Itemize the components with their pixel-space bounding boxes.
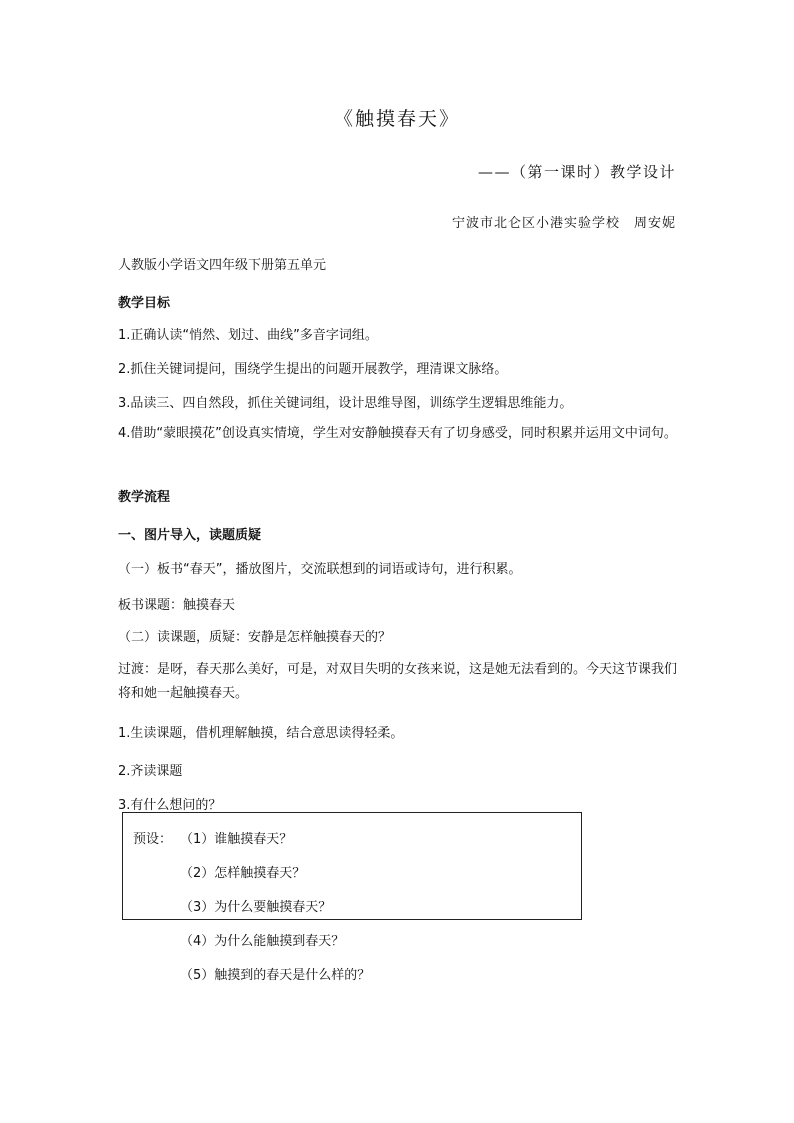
preset-item: （4）为什么能触摸到春天？: [180, 934, 345, 949]
author-line: 宁波市北仑区小港实验学校 周安妮: [451, 216, 676, 231]
preset-item: （5）触摸到的春天是什么样的？: [180, 968, 371, 983]
preset-label: 预设：: [133, 832, 173, 847]
board-title: 板书课题：触摸春天: [118, 598, 236, 613]
textbook-info: 人教版小学语文四年级下册第五单元: [118, 258, 327, 273]
objective-item: 2.抓住关键词提问，围绕学生提出的问题开展教学，理清课文脉络。: [118, 362, 508, 377]
process-heading: 教学流程: [118, 490, 171, 505]
sub-step-three: 3.有什么想问的？: [118, 798, 222, 813]
sub-step-one: 1.生读课题，借机理解触摸，结合意思读得轻柔。: [118, 726, 404, 741]
objective-item: 1.正确认读“悄然、划过、曲线”多音字词组。: [118, 328, 378, 343]
step-two: （二）读课题，质疑：安静是怎样触摸春天的？: [118, 630, 392, 645]
section-heading: 一、图片导入，读题质疑: [118, 528, 262, 543]
transition-text: 过渡：是呀，春天那么美好，可是，对双目失明的女孩来说，这是她无法看到的。今天这节课我们将和她一起触摸春天。: [118, 662, 678, 701]
objective-item: 4.借助“蒙眼摸花”创设真实情境，学生对安静触摸春天有了切身感受，同时积累并运用文中词句。: [118, 426, 677, 441]
document-subtitle: ——（第一课时）教学设计: [477, 163, 676, 181]
sub-step-two: 2.齐读课题: [118, 764, 183, 779]
document-title: 《触摸春天》: [333, 108, 460, 130]
preset-item: （2）怎样触摸春天？: [180, 866, 306, 881]
preset-item: （1）谁触摸春天？: [180, 832, 293, 847]
preset-item: （3）为什么要触摸春天？: [180, 900, 332, 915]
objective-item: 3.品读三、四自然段，抓住关键词组，设计思维导图，训练学生逻辑思维能力。: [118, 396, 573, 411]
step-one: （一）板书“春天”，播放图片，交流联想到的词语或诗句，进行积累。: [118, 562, 522, 577]
objectives-heading: 教学目标: [118, 296, 171, 311]
